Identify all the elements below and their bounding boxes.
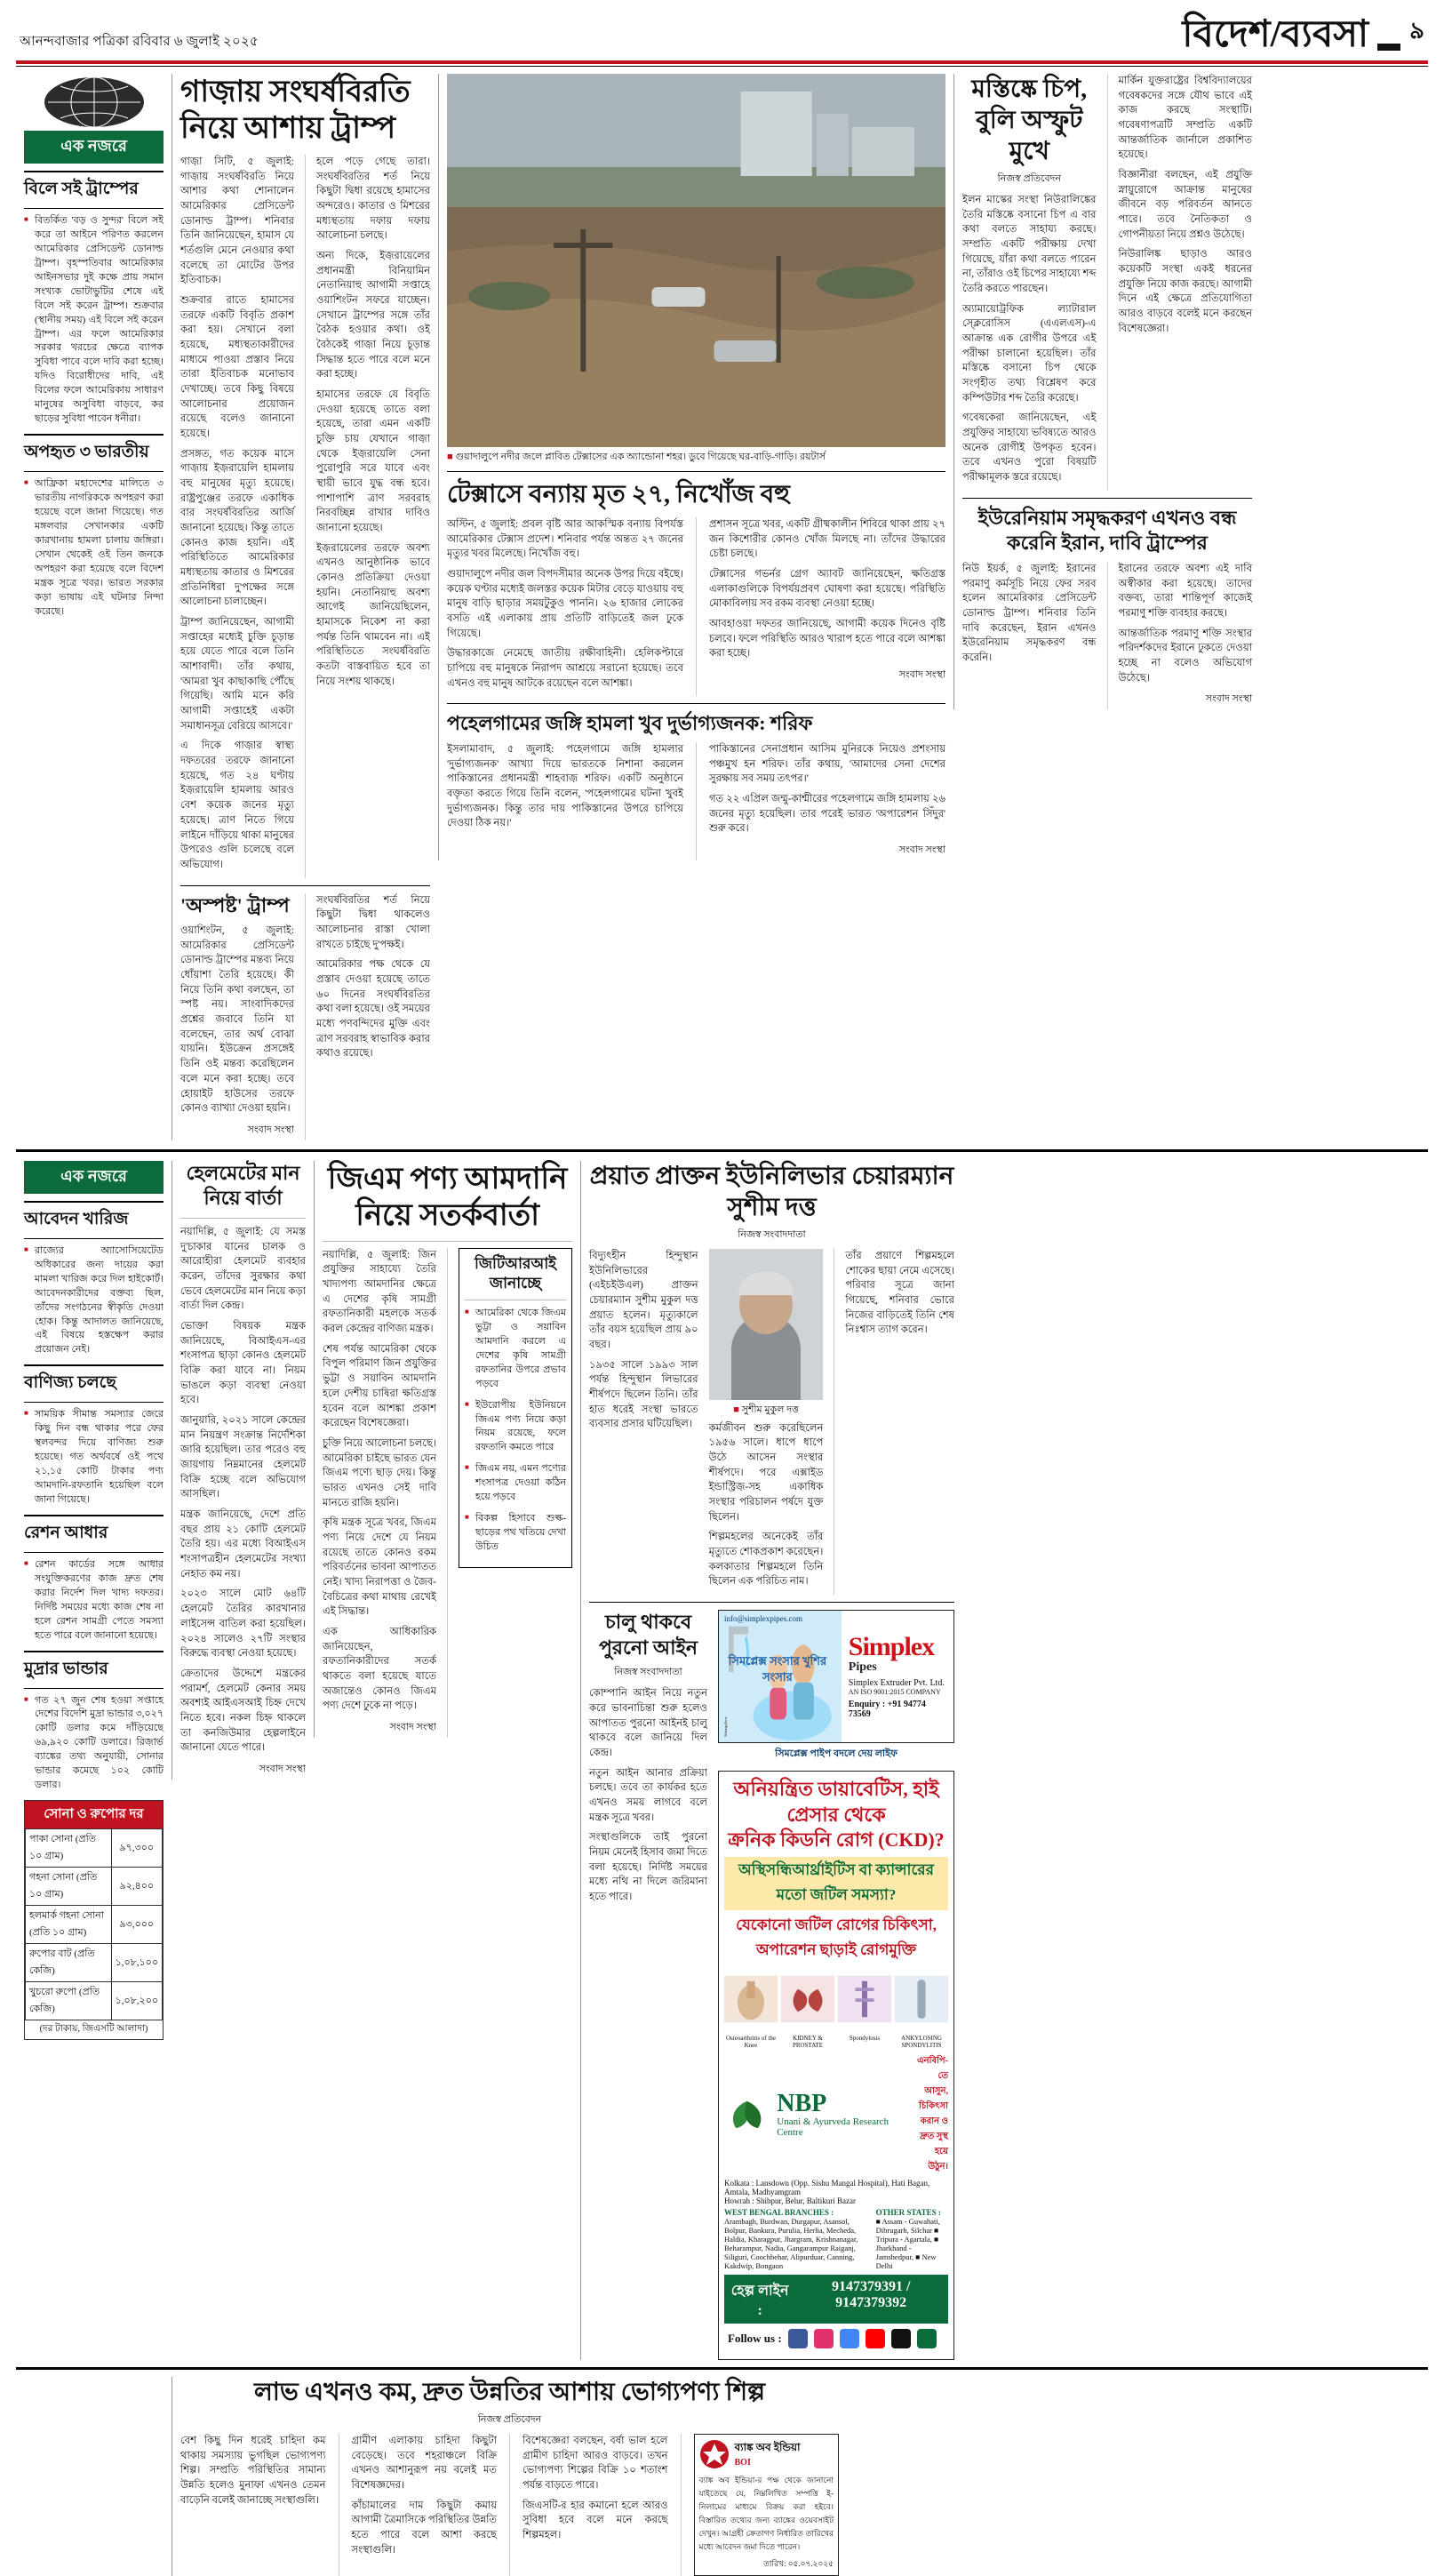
- ek-nazare-tag-2: এক নজরে: [24, 1161, 164, 1194]
- boi-ad[interactable]: [694, 2434, 840, 2576]
- boi-logo-icon: [699, 2439, 730, 2469]
- flood-c2-p2: আবহাওয়া দফতর জানিয়েছে, আগামী কয়েক দিনেও বৃষ্টি চলবে। ফলে পরিস্থিতি আরও খারাপ হতে পারে বলে আশঙ্কা করা হচ্ছে।: [709, 618, 945, 660]
- flood-story: [438, 74, 953, 860]
- nbp-other: ■ Assam - Guwahati, Dibrugarh, Silchar ■ Tripura - Agartala, ■ Jharkhand - Jamshedpur, ■ New Delhi: [875, 2216, 940, 2270]
- gold-rate-table: [24, 1800, 164, 2040]
- gm-story: [314, 1161, 580, 1738]
- profit-headline: লাভ এখনও কম, দ্রুত উন্নতির আশায় ভোগ্যপণ্য শিল্প: [253, 2378, 766, 2406]
- gtri-item-2: ■ জিএম নয়, এমন পণ্যের শংসাপত্র দেওয়া কঠিন হয়ে পড়বে: [465, 1462, 566, 1505]
- youtube-icon[interactable]: [866, 2329, 885, 2348]
- helmet-headline: হেলমেটের মান নিয়ে বার্তা: [186, 1161, 300, 1210]
- nbp-line1: অনিয়ন্ত্রিত ডায়াবেটিস, হাই প্রেসার থেকে: [733, 1778, 939, 1826]
- simplex-tagline-bn: সিমপ্লেক্স সংসার খুশির সংসার: [728, 1654, 827, 1684]
- gm-p4: এক আধিকারিক জানিয়েছেন, রফতানিকারীদের সতর্ক থাকতে বলা হয়েছে যাতে অজান্তেও কোনও জিএম পণ্য দেশে ঢুকে না পড়ে।: [323, 1626, 436, 1712]
- nbp-line4: যেকোনো জটিল রোগের চিকিৎসা, অপারেশন ছাড়াই রোগমুক্তি: [736, 1916, 937, 1958]
- lead-p4: এ দিকে গাজ়ার স্বাস্থ্য দফতরের তরফে জানানো হয়েছে, গত ২৪ ঘণ্টায় ইজ়রায়েলি হামলায় আরও বেশ কয়েক জনের মৃত্যু হয়েছে। ত্রাণ নিতে গিয়ে লাইনে দাঁড়িয়ে থাকা মানুষের উপরেও গুলি চলেছে বলে অভিযোগ।: [180, 740, 294, 870]
- boi-title: ব্যাঙ্ক অব ইন্ডিয়া: [734, 2441, 801, 2454]
- brain-c1-p0: ইলন মাস্কের সংস্থা নিউরালিঙ্কের তৈরি মস্তিষ্কে বসানো চিপ এ বার কথা বলতে সাহায্য করছে। সম্প্রতি একটি পরীক্ষায় দেখা গিয়েছে, যাঁরা কথা বলতে পারেন না, তাঁরাও ওই চিপের সাহায্যে শব্দ তৈরি করতে পারছেন।: [962, 195, 1097, 295]
- nbp-phone: 9147379391 / 9147379392: [831, 2278, 911, 2310]
- pahalgam-byline: সংবাদ সংস্থা: [898, 844, 945, 855]
- simplex-ad[interactable]: [718, 1610, 954, 1743]
- sushim-portrait: [709, 1249, 824, 1400]
- google-icon[interactable]: [840, 2329, 859, 2348]
- sushim-headline: প্রয়াত প্রাক্তন ইউনিলিভার চেয়ারম্যান সুশীম দত্ত: [589, 1162, 954, 1221]
- nbp-helpline[interactable]: [724, 2275, 948, 2324]
- nazar1-item1-head: অপহৃত ৩ ভারতীয়: [24, 434, 164, 472]
- nazar2-item1-head: বাণিজ্য চলছে: [24, 1364, 164, 1403]
- lead-p2: প্রসঙ্গত, গত কয়েক মাসে গাজ়ায় ইজ়রায়েলি হামলায় বহু মানুষের মৃত্যু হয়েছে। রাষ্ট্রপুঞ্জের তরফে একাধিক বার সংঘর্ষবিরতির আর্জি জানানো হয়েছে। কিন্তু তাতে কোনও কাজ হয়নি। এই পরিস্থিতিতে আমেরিকার মধ্যস্থতায় কাতার ও মিশরের প্রতিনিধিরা দু'পক্ষের সঙ্গে আলোচনা চালাচ্ছেন।: [180, 448, 294, 608]
- gtri-item-0: ■ আমেরিকা থেকে জিএম ভুট্টা ও সয়াবিন আমদানি করলে এ দেশের কৃষি সামগ্রী রফতানির উপরে প্রভাব পড়বে: [465, 1307, 566, 1392]
- lead-c2-p1: অন্য দিকে, ইজ়রায়েলের প্রধানমন্ত্রী বিনিয়ামিন নেতানিয়াহু আগামী সপ্তাহে ওয়াশিংটন সফরে যাচ্ছেন। সেখানে ট্রাম্পের সঙ্গে তাঁর বৈঠক হওয়ার কথা। ওই বৈঠকেই গাজ়া নিয়ে চূড়ান্ত সিদ্ধান্ত হতে পারে বলে মনে করা হচ্ছে।: [316, 250, 430, 380]
- nbp-leaf-icon: [724, 2097, 770, 2132]
- simplex-logo-sub: Pipes: [848, 1660, 877, 1675]
- sushim-caption: ■ সুশীম মুকুল দত্ত: [733, 1404, 799, 1415]
- flood-c1-p0: অস্টিন, ৫ জুলাই: প্রবল বৃষ্টি আর আকস্মিক বন্যায় বিপর্যস্ত আমেরিকার টেক্সাস প্রদেশ। শনিবার পর্যন্ত অন্তত ২৭ জনের মৃত্যুর খবর মিলেছে। নিখোঁজ বহু।: [447, 518, 683, 560]
- masthead-rule: [16, 60, 1428, 64]
- oldlaw-p1: নতুন আইন আনার প্রক্রিয়া চলছে। তবে তা কার্যকর হতে এখনও সময় লাগবে বলে মন্ত্রক সূত্রে খবর।: [589, 1767, 707, 1823]
- lead-c3-p1: আমেরিকার পক্ষ থেকে যে প্রস্তাব দেওয়া হয়েছে তাতে ৬০ দিনের সংঘর্ষবিরতির কথা বলা হয়েছে। ওই সময়ের মধ্যে পণবন্দিদের মুক্তি এবং ত্রাণ সরবরাহ স্বাভাবিক করার কথাও রয়েছে।: [316, 959, 430, 1060]
- profit-c3-p0: বিশেষজ্ঞেরা বলছেন, বর্ষা ভাল হলে গ্রামীণ চাহিদা আরও বাড়বে। তখন ভোগ্যপণ্য শিল্পের বিক্রি ১০ শতাংশ পর্যন্ত বাড়তে পারে।: [523, 2435, 668, 2491]
- profit-story: [172, 2377, 847, 2576]
- flood-byline: সংবাদ সংস্থা: [898, 668, 945, 680]
- oldlaw-p2: সংস্থাগুলিকে তাই পুরনো নিয়ম মেনেই হিসাব জমা দিতে বলা হয়েছে। নির্দিষ্ট সময়ের মধ্যে নথি না দিলে জরিমানা হতে পারে।: [589, 1832, 707, 1902]
- profit-c3-p1: জিএসটি-র হার কমানো হলে আরও সুবিধা হবে বলে মনে করছে শিল্পমহল।: [523, 2500, 668, 2540]
- table-row: রুপোর বাট (প্রতি কেজি) ১,০৮,১০০: [26, 1944, 163, 1982]
- oldlaw-p0: কোম্পানি আইন নিয়ে নতুন করে ভাবনাচিন্তা শুরু হলেও আপাতত পুরনো আইনই চালু থাকবে বলে জানিয়ে দিল কেন্দ্র।: [589, 1688, 707, 1758]
- simplex-footer: সিমপ্লেক্স পাইপ বদলে দেয় লাইফ: [775, 1748, 898, 1760]
- nazar2-item0-body: ■ রাজ্যের অ্যাসোসিয়েটেড অধিকারের জন্য দায়ের করা মামলা খারিজ করে দিল হাইকোর্ট। আবেদনকারীদের বক্তব্য ছিল, তাঁদের সংগঠনের স্বীকৃতি দেওয়া হোক। কিন্তু আদালত জানিয়েছে, এই বিষয়ে হস্তক্ষেপ করার প্রয়োজন নেই।: [24, 1244, 164, 1358]
- lead-c3-p0: সংঘর্ষবিরতির শর্ত নিয়ে কিছুটা দ্বিধা থাকলেও আলোচনার রাস্তা খোলা রাখতে চাইছে দু'পক্ষই।: [316, 894, 430, 950]
- helmet-p0: নয়াদিল্লি, ৫ জুলাই: যে সমস্ত দু'চাকার যানের চালক ও আরোহীরা হেলমেট ব্যবহার করেন, তাঁদের সুরক্ষার কথা ভেবে হেলমেটের মান নিয়ে কড়া বার্তা দিল কেন্দ্র।: [180, 1227, 306, 1312]
- lead-c2-p2: হামাসের তরফে যে বিবৃতি দেওয়া হয়েছে তাতে বলা হয়েছে, তারা এমন একটি চুক্তি চায় যেখানে গাজ়া থেকে ইজ়রায়েলি সেনা পুরোপুরি সরে যাবে এবং স্থায়ী ভাবে যুদ্ধ বন্ধ হবে। পাশাপাশি ত্রাণ সরবরাহ নিরবচ্ছিন্ন রাখার দাবিও জানানো হয়েছে।: [316, 389, 430, 534]
- sushim-byline: নিজস্ব সংবাদদাতা: [738, 1228, 806, 1240]
- nazar2-item0-head: আবেদন খারিজ: [24, 1201, 164, 1239]
- follow-us-label: Follow us :: [728, 2331, 782, 2345]
- brain-c2-p2: নিউরালিঙ্ক ছাড়াও আরও কয়েকটি সংস্থা একই ধরনের প্রযুক্তি নিয়ে কাজ করছে। আগামী দিনে এই ক্ষেত্রে প্রতিযোগিতা আরও বাড়বে বলেই মনে করছেন বিশেষজ্ঞেরা।: [1118, 249, 1252, 334]
- flood-c2-p0: প্রশাসন সূত্রে খবর, একটি গ্রীষ্মকালীন শিবিরে থাকা প্রায় ২৭ জন কিশোরীর কোনও খোঁজ মিলছে না। তাঁদের উদ্ধারের চেষ্টা চলছে।: [709, 518, 945, 560]
- helmet-p2: জানুয়ারি, ২০২১ সালে কেন্দ্রের মান নিয়ন্ত্রণ সংক্রান্ত নির্দেশিকা জারি হয়েছিল। তার পরেও বহু জায়গায় নিম্নমানের হেলমেট বিক্রি হচ্ছে বলে অভিযোগ আসছিল।: [180, 1415, 306, 1500]
- nazar2-item2-body: ■ রেশন কার্ডের সঙ্গে আধার সংযুক্তিকরণের কাজ দ্রুত শেষ করার নির্দেশ দিল খাদ্য দফতর। নির্দিষ্ট সময়ের মধ্যে কাজ শেষ না হলে রেশন সামগ্রী পেতে সমস্যা হতে পারে বলে জানানো হয়েছে।: [24, 1558, 164, 1644]
- helmet-p3: মন্ত্রক জানিয়েছে, দেশে প্রতি বছর প্রায় ২১ কোটি হেলমেট তৈরি হয়। এর মধ্যে বিআইএস শংসাপত্রহীন হেলমেটের সংখ্যা নেহাত কম নয়।: [180, 1509, 306, 1580]
- profit-c2-p0: গ্রামীণ এলাকায় চাহিদা কিছুটা বেড়েছে। তবে শহরাঞ্চলে বিক্রি এখনও আশানুরূপ নয় বলেই মত বিশেষজ্ঞদের।: [351, 2435, 497, 2491]
- gm-p3: কৃষি মন্ত্রক সূত্রে খবর, জিএম পণ্য নিয়ে দেশে যে নিয়ম রয়েছে তাতে কোনও রকম পরিবর্তনের ভাবনা আপাতত নেই। খাদ্য নিরাপত্তা ও জৈব-বৈচিত্রের কথা মাথায় রেখেই এই সিদ্ধান্ত।: [323, 1517, 436, 1618]
- nbp-img-label-0: Osteoarthritis of the Knee: [726, 2034, 776, 2049]
- gtri-box: [459, 1248, 572, 1568]
- nbp-helpline-label: হেল্প লাইন :: [730, 2283, 789, 2318]
- instagram-icon[interactable]: [814, 2329, 834, 2348]
- sushim-c1-p0: বিদ্যুৎহীন হিন্দুস্থান ইউনিলিভারের (এইচইউএল) প্রাক্তন চেয়ারম্যান সুশীম মুকুল দত্ত প্রয়াত হলেন। মৃত্যুকালে তাঁর বয়স হয়েছিল প্রায় ৯০ বছর।: [589, 1250, 698, 1350]
- helmet-p5: ক্রেতাদের উদ্দেশে মন্ত্রকের পরামর্শ, হেলমেট কেনার সময় অবশ্যই আইএসআই চিহ্ন দেখে নিতে হবে। নকল চিহ্ন থাকলে তা কনজিউমার হেল্পলাইনে জানানো যেতে পারে।: [180, 1668, 306, 1754]
- nazar1-item0-head: বিলে সই ট্রাম্পের: [24, 171, 164, 209]
- facebook-icon[interactable]: [788, 2329, 808, 2348]
- gold-rate-title: সোনা ও রুপোর দর: [25, 1801, 163, 1828]
- nbp-social-row[interactable]: [724, 2324, 948, 2354]
- nazar1-item0-body: ■ বিতর্কিত 'বড় ও সুন্দর' বিলে সই করে তা আইনে পরিণত করলেন আমেরিকার প্রেসিডেন্ট ডোনাল্ড ট্রাম্প। বৃহস্পতিবার আমেরিকার আইনসভার দুই কক্ষে প্রায় সমান সংখ্যক ভোটাভুটির শেষে এই বিলে সই করেন ট্রাম্প। শুক্রবার (স্থানীয় সময়) এই বিলে সই করেন ট্রাম্প। এর ফলে আমেরিকার সরকার খরচের ক্ষেত্রে ব্যাপক সুবিধা পাবে বলে দাবি করা হচ্ছে। যদিও বিরোধীদের দাবি, এই বিলের ফলে আমেরিকায় সাধারণ মানুষের অসুবিধা বাড়বে, কর ছাড়ের সুবিধা পাবেন ধনীরা।: [24, 214, 164, 427]
- profit-c2-p1: কাঁচামালের দাম কিছুটা কমায় আগামী ত্রৈমাসিকে পরিস্থিতির উন্নতি হতে পারে বলে আশা করছে সংস্থাগুলি।: [351, 2500, 497, 2556]
- ek-nazare-column-2: [16, 1161, 172, 2040]
- sushim-c2-p1: শিল্পমহলের অনেকেই তাঁর মৃত্যুতে শোকপ্রকাশ করেছেন। কলকাতার শিল্পমহলে তিনি ছিলেন এক পরিচিত নাম।: [708, 1532, 824, 1588]
- pahalgam-c1-p0: ইসলামাবাদ, ৫ জুলাই: পহেলগামে জঙ্গি হামলার 'দুর্ভাগ্যজনক' আখ্যা দিয়ে ভারতকে নিশানা করলেন পাকিস্তানের প্রধানমন্ত্রী শাহবাজ় শরিফ। একটি অনুষ্ঠানে বক্তৃতা করতে গিয়ে তিনি বলেন, 'পহেলগামের ঘটনা খুবই দুর্ভাগ্যজনক। কিন্তু তার দায় পাকিস্তানের উপরে চাপিয়ে দেওয়া ঠিক নয়।': [447, 743, 683, 829]
- zee-icon[interactable]: [891, 2329, 911, 2348]
- iran-c2-p0: ইরানের তরফে অবশ্য এই দাবি অস্বীকার করা হয়েছে। তাদের বক্তব্য, তারা শান্তিপূর্ণ কাজেই পরমাণু শক্তি ব্যবহার করছে।: [1118, 563, 1252, 619]
- sushim-c2-p0: কর্মজীবন শুরু করেছিলেন ১৯৫৬ সালে। ধাপে ধাপে উঠে আসেন সংস্থার শীর্ষপদে। পরে এক্সাইড ইন্ডাস্ট্রিজ়-সহ একাধিক সংস্থার পরিচালন পর্ষদে যুক্ত ছিলেন।: [708, 1422, 824, 1523]
- gm-p1: শেষ পর্যন্ত আমেরিকা থেকে বিপুল পরিমাণ জিন প্রযুক্তির ভুট্টা ও সয়াবিন আমদানি হলে দেশীয় চাষিরা ক্ষতিগ্রস্ত হবেন বলে আশঙ্কা প্রকাশ করেছেন বিশেষজ্ঞেরা।: [323, 1343, 436, 1429]
- pahalgam-headline: পহেলগামের জঙ্গি হামলা খুব দুর্ভাগ্যজনক: শরিফ: [447, 712, 813, 735]
- helmet-p1: ভোক্তা বিষয়ক মন্ত্রক জানিয়েছে, বিআইএস-এর শংসাপত্র ছাড়া কোনও হেলমেট বিক্রি করা যাবে না। নিয়ম ভাঙলে কড়া ব্যবস্থা নেওয়া হবে।: [180, 1321, 306, 1406]
- nbp-brand-sub: Unani & Ayurveda Research Centre: [777, 2116, 890, 2138]
- nbp-img-label-3: ANKYLOSING SPONDYLITIS: [901, 2034, 942, 2049]
- nbp-tagline: এনবিপি-তে আসুন, চিকিৎসা করান ও দ্রুত সুস্থ হয়ে উঠুন।: [917, 2055, 948, 2172]
- section-title: বিদেশ/ব্যবসা: [1182, 14, 1369, 55]
- nbp-ad[interactable]: [718, 1771, 954, 2360]
- sushim-c1-p1: ১৯৩৫ সালে ১৯৯৩ সাল পর্যন্ত হিন্দুস্থান লিভারের শীর্ষপদে ছিলেন তিনি। তাঁর হাত ধরেই সংস্থা ভারতে ব্যবসার প্রসার ঘটিয়েছিল।: [589, 1359, 698, 1430]
- nazar2-item3-body: ■ গত ২৭ জুন শেষ হওয়া সপ্তাহে দেশের বিদেশি মুদ্রা ভান্ডার ৩,০২৭ কোটি ডলার কমে দাঁড়িয়েছে ৬৯,৯২০ কোটি ডলারে। রিজ়ার্ভ ব্যাঙ্কের তথ্য অনুযায়ী, সোনার ভান্ডার কমেছে ১০২ কোটি ডলার।: [24, 1694, 164, 1794]
- oldlaw-byline: নিজস্ব সংবাদদাতা: [614, 1667, 682, 1678]
- simplex-ad-text: [842, 1611, 953, 1742]
- brain-story: [953, 74, 1260, 709]
- gm-headline: জিএম পণ্য আমদানি নিয়ে সতর্কবার্তা: [327, 1162, 568, 1233]
- flood-headline: টেক্সাসে বন্যায় মৃত ২৭, নিখোঁজ বহু: [447, 480, 791, 508]
- gm-p2: চুক্তি নিয়ে আলোচনা চলছে। আমেরিকা চাইছে ভারত যেন জিএম পণ্যে ছাড় দেয়। কিন্তু ভারত এখনও সেই দাবি মানতে রাজি হয়নি।: [323, 1437, 436, 1508]
- nbp-branches: Arambagh, Burdwan, Durgapur, Asansol, Bolpur, Bankura, Purulia, Herlia, Mecheda, Haldia, Kharagpur, Jhargram, Krishnanagar, Beharampur, Nadia, Gangarampur Raiganj, Siliguri, Coochbehar, Alipurduar, Canning, Kakdwip, Bongaon: [724, 2216, 858, 2270]
- gold-note: (দর টাকায়, জিএসটি আলাদা): [39, 2024, 148, 2035]
- nazar1-item1-body: ■ আফ্রিকা মহাদেশের মালিতে ৩ ভারতীয় নাগরিককে অপহরণ করা হয়েছে বলে জানা গিয়েছে। গত মঙ্গলবার সেখানকার একটি কারখানায় হামলা চালায় জঙ্গিরা। সেখান থেকেই ওই তিন জনকে অপহরণ করা হয়েছে বলে বিদেশ মন্ত্রক সূত্রে খবর। ভারত সরকার কড়া ভাষায় এই ঘটনার নিন্দা করেছে।: [24, 477, 164, 619]
- nazar2-item3-head: মুদ্রার ভান্ডার: [24, 1651, 164, 1689]
- profit-byline: নিজস্ব প্রতিবেদন: [477, 2413, 542, 2425]
- globe-icon: [41, 74, 148, 131]
- simplex-company: Simplex Extruder Pvt. Ltd.: [848, 1678, 945, 1689]
- flood-caption: ■ গুয়াদালুপে নদীর জলে প্লাবিত টেক্সাসের এক অ্যান্ডোনা শহর। ডুবে গিয়েছে ঘর-বাড়ি-গাড়ি। রয়টার্স: [447, 452, 826, 462]
- simplex-enquiry: Enquiry : +91 94774 73569: [848, 1700, 926, 1720]
- sushim-c3-p0: তাঁর প্রয়াণে শিল্পমহলে শোকের ছায়া নেমে এসেছে। পরিবার সূত্রে জানা গিয়েছে, শনিবার ভোরে নিজের বাড়িতেই তিনি শেষ নিঃশ্বাস ত্যাগ করেন।: [845, 1250, 954, 1336]
- gm-byline: সংবাদ সংস্থা: [389, 1721, 436, 1732]
- simplex-iso: AN ISO 9001:2015 COMPANY: [848, 1688, 941, 1697]
- iran-c2-p1: আন্তর্জাতিক পরমাণু শক্তি সংস্থার পরিদর্শকদের ইরানে ঢুকতে দেওয়া হচ্ছে না বলেও অভিযোগ উঠেছে।: [1118, 628, 1252, 684]
- table-row: পাকা সোনা (প্রতি ১০ গ্রাম) ৯৭,৩০০: [26, 1829, 163, 1868]
- boi-body: ব্যাঙ্ক অব ইন্ডিয়া-র পক্ষ থেকে জানানো যাইতেছে যে, নিম্নলিখিত সম্পত্তি ই-নিলামের মাধ্যমে বিক্রয় করা হইবে। বিস্তারিত তথ্যের জন্য ব্যাঙ্কের ওয়েবসাইট দেখুন। আগ্রহী ক্রেতাগণ নির্ধারিত তারিখের মধ্যে আবেদন জমা দিতে পারেন।: [698, 2475, 834, 2551]
- brain-c2-p0: মার্কিন যুক্তরাষ্ট্রের বিশ্ববিদ্যালয়ের গবেষকদের সঙ্গে যৌথ ভাবে এই কাজ করছে সংস্থাটি। গবেষণাপত্রটি সম্প্রতি একটি আন্তর্জাতিক জার্নালে প্রকাশিত হয়েছে।: [1118, 76, 1252, 161]
- nbp-img-label-2: Spondylosis: [849, 2034, 881, 2042]
- lead-c2-p3: ইজ়রায়েলের তরফে অবশ্য এখনও আনুষ্ঠানিক ভাবে কোনও প্রতিক্রিয়া দেওয়া হয়নি। নেতানিয়াহু অবশ্য আগেই জানিয়েছিলেন, হামাসকে নিকেশ না করা পর্যন্ত তিনি থামবেন না। এই পরিস্থিতিতে সংঘর্ষবিরতি কতটা বাস্তবায়িত হবে তা নিয়ে সংশয় থাকছে।: [316, 542, 430, 687]
- nbp-line3: অস্থিসন্ধিআর্থ্রাইটিস বা ক্যান্সারের মতো জটিল সমস্যা?: [738, 1860, 934, 1903]
- nazar2-item2-head: রেশন আধার: [24, 1515, 164, 1553]
- gm-p0: নয়াদিল্লি, ৫ জুলাই: জিন প্রযুক্তির সাহায্যে তৈরি খাদ্যপণ্য আমদানির ক্ষেত্রে এ দেশের কৃষি সামগ্রী রফতানিকারী মহলকে সতর্ক করল কেন্দ্রের বাণিজ্য মন্ত্রক।: [323, 1249, 436, 1335]
- brain-headline: মস্তিষ্কে চিপ, বুলি অস্ফুট মুখে: [971, 76, 1088, 165]
- flood-c2-p1: টেক্সাসের গভর্নর গ্রেগ অ্যাবট জানিয়েছেন, ক্ষতিগ্রস্ত এলাকাগুলিকে বিপর্যয়প্রবণ ঘোষণা করা হয়েছে। পরিস্থিতি মোকাবিলায় সব রকম ব্যবস্থা নেওয়া হচ্ছে।: [709, 568, 945, 610]
- iran-headline: ইউরেনিয়াম সমৃদ্ধকরণ এখনও বন্ধ করেনি ইরান, দাবি ট্রাম্পের: [977, 506, 1237, 555]
- brain-c2-p1: বিজ্ঞানীরা বলছেন, এই প্রযুক্তি স্নায়ুরোগে আক্রান্ত মানুষের জীবনে বড় পরিবর্তন আনতে পারে। তবে নৈতিকতা ও গোপনীয়তা নিয়ে প্রশ্নও উঠেছে।: [1118, 170, 1252, 240]
- lead-p0: গাজ়া সিটি, ৫ জুলাই: গাজ়ায় সংঘর্ষবিরতি নিয়ে আশার কথা শোনালেন আমেরিকার প্রেসিডেন্ট ডোনাল্ড ট্রাম্প। শনিবার তিনি জানিয়েছেন, হামাস যে শর্তগুলি মেনে নেওয়ার কথা বলেছে তা মোটের উপর ইতিবাচক।: [180, 156, 294, 286]
- nbp-branches-head: WEST BENGAL BRANCHES :: [724, 2207, 834, 2217]
- pahalgam-c2-p0: পাকিস্তানের সেনাপ্রধান আসিম মুনিরকে নিয়েও প্রশংসায় পঞ্চমুখ হন শরিফ। তাঁর কথায়, 'আমাদের সেনা দেশের সুরক্ষায় সব সময় তৎপর।': [709, 743, 945, 785]
- astospasto-body: ওয়াশিংটন, ৫ জুলাই: আমেরিকার প্রেসিডেন্ট ডোনাল্ড ট্রাম্পের মন্তব্য নিয়ে ধোঁয়াশা তৈরি হয়েছে। কী নিয়ে তিনি কথা বলছেন, তা স্পষ্ট নয়। সাংবাদিকদের প্রশ্নের জবাবে তিনি যা বলেছেন, তার অর্থ বোঝা যায়নি। ইউক্রেন প্রসঙ্গেই তিনি ওই মন্তব্য করেছিলেন বলে মনে করা হচ্ছে। তবে হোয়াইট হাউসের তরফে কোনও ব্যাখ্যা দেওয়া হয়নি।: [180, 925, 294, 1115]
- ek-nazare-column-1: [16, 74, 172, 626]
- masthead: [0, 0, 1444, 55]
- lead-p1: শুক্রবার রাতে হামাসের তরফে একটি বিবৃতি প্রকাশ করা হয়। সেখানে বলা হয়েছে, মধ্যস্থতাকারীদের মাধ্যমে পাওয়া প্রস্তাব নিয়ে তারা ইতিবাচক মনোভাব দেখাচ্ছে। তবে কিছু বিষয়ে আলোচনার প্রয়োজন রয়েছে বলেও জানানো হয়েছে।: [180, 294, 294, 440]
- sushim-story: [580, 1161, 962, 2360]
- astospasto-byline: সংবাদ সংস্থা: [247, 1124, 294, 1135]
- nazar2-item1-body: ■ সাময়িক সীমান্ত সমস্যার জেরে কিছু দিন বন্ধ থাকার পরে ফের স্থলবন্দর দিয়ে বাণিজ্য শুরু হয়েছে। গত অর্থবর্ষে ওই পথে ২১,১৫ কোটি টাকার পণ্য আমদানি-রফতানি হয়েছিল বলে জানা গিয়েছে।: [24, 1408, 164, 1508]
- oldlaw-headline: চালু থাকবে পুরনো আইন: [598, 1611, 698, 1659]
- boi-date: তারিখ: ০৫.০৭.২০২৫: [763, 2558, 834, 2568]
- boi-sub: BOI: [734, 2458, 751, 2468]
- flood-photo: [447, 74, 945, 447]
- lead-headline: গাজ়ায় সংঘর্ষবিরতি নিয়ে আশায় ট্রাম্প: [180, 76, 411, 146]
- table-row: গহনা সোনা (প্রতি ১০ গ্রাম) ৯২,৪০০: [26, 1868, 163, 1906]
- svg-text:Simplex: Simplex: [724, 1716, 729, 1738]
- helmet-story: [172, 1161, 314, 1780]
- brain-c1-p2: গবেষকেরা জানিয়েছেন, এই প্রযুক্তির সাহায্যে ভবিষ্যতে আরও অনেক রোগীই উপকৃত হবেন। তবে এখনও পুরো বিষয়টি পরীক্ষামূলক স্তরে রয়েছে।: [962, 412, 1097, 484]
- brain-byline: নিজস্ব প্রতিবেদন: [997, 173, 1061, 184]
- page-number: ৯: [1409, 18, 1424, 44]
- gtri-item-3: ■ বিকল্প হিসাবে শুল্ক-ছাড়ের পথ খতিয়ে দেখা উচিত: [465, 1512, 566, 1555]
- ek-nazare-tag-1: এক নজরে: [24, 131, 164, 164]
- simplex-email: info@simplexpipes.com: [724, 1614, 803, 1624]
- flood-c1-p2: উদ্ধারকাজে নেমেছে জাতীয় রক্ষীবাহিনী। হেলিকপ্টারে চাপিয়ে বহু মানুষকে নিরাপদ আশ্রয়ে সরানো হয়েছে। তবে এখনও বহু মানুষ আটকে রয়েছেন বলে আশঙ্কা।: [447, 648, 683, 689]
- iran-byline: সংবাদ সংস্থা: [1205, 693, 1252, 705]
- table-row: হলমার্ক গহনা সোনা (প্রতি ১০ গ্রাম) ৯৩,০০০: [26, 1906, 163, 1944]
- masthead-mark: [1377, 44, 1400, 51]
- nbp-line2: ক্রনিক কিডনি রোগ (CKD)?: [728, 1828, 945, 1852]
- nbp-img-label-1: KIDNEY & PROSTATE: [792, 2034, 824, 2049]
- lead-p3: ট্রাম্প জানিয়েছেন, আগামী সপ্তাহের মধ্যেই চুক্তি চূড়ান্ত হয়ে যেতে পারে বলে তিনি আশাবাদী। তাঁর কথায়, 'আমরা খুব কাছাকাছি পৌঁছে গিয়েছি। আমি মনে করি আগামী সপ্তাহেই একটা সমাধানসূত্র বেরিয়ে আসবে।': [180, 617, 294, 732]
- helmet-p4: ২০২৩ সালে মোট ৬৪টি হেলমেট তৈরির কারখানার লাইসেন্স বাতিল করা হয়েছিল। ২০২৪ সালেও ২৭টি সংস্থার বিরুদ্ধে ব্যবস্থা নেওয়া হয়েছে।: [180, 1588, 306, 1660]
- nbp-other-head: OTHER STATES :: [875, 2207, 941, 2217]
- iran-c1-p0: নিউ ইয়র্ক, ৫ জুলাই: ইরানের পরমাণু কর্মসূচি নিয়ে ফের সরব হলেন আমেরিকার প্রেসিডেন্ট ডোনাল্ড ট্রাম্প। শনিবার তিনি দাবি করেছেন, ইরান এখনও ইউরেনিয়াম সমৃদ্ধকরণ বন্ধ করেনি।: [962, 563, 1097, 663]
- profit-c1-p0: বেশ কিছু দিন ধরেই চাহিদা কম থাকায় সমস্যায় ভুগছিল ভোগ্যপণ্য শিল্প। সম্প্রতি পরিস্থিতির সামান্য উন্নতি হলেও মুনাফা এখনও তেমন বাড়েনি বলেই জানাচ্ছে সংস্থাগুলি।: [180, 2435, 326, 2506]
- pahalgam-c2-p1: গত ২২ এপ্রিল জম্মু-কাশ্মীরের পহেলগামে জঙ্গি হামলায় ২৬ জনের মৃত্যু হয়েছিল। তার পরেই ভারত 'অপারেশন সিঁদুর' শুরু করে।: [709, 793, 945, 835]
- helmet-byline: সংবাদ সংস্থা: [259, 1763, 306, 1774]
- nbp-howrah: Howrah : Shibpur, Belur, Baltikuri Bazar: [724, 2196, 856, 2205]
- simplex-logo: Simplex: [848, 1632, 935, 1662]
- masthead-date: আনন্দবাজার পত্রিকা রবিবার ৬ জুলাই ২০২৫: [20, 35, 259, 49]
- vision-icon[interactable]: [917, 2329, 937, 2348]
- astospasto-headline: 'অস্পষ্ট' ট্রাম্প: [180, 893, 290, 916]
- nbp-kolkata: Kolkata : Lansdown (Opp. Sishu Mangal Hospital), Hati Bagan, Amtala, Madhyamgram: [724, 2178, 930, 2196]
- simplex-ad-image: [719, 1611, 842, 1742]
- brain-c1-p1: অ্যামায়োট্রফিক ল্যাটারাল স্ক্লেরোসিস (এএলএস)-এ আক্রান্ত এক রোগীর উপরে এই পরীক্ষা চালানো হয়েছিল। তাঁর মস্তিষ্কে বসানো চিপ থেকে সংগৃহীত তথ্য বিশ্লেষণ করে কম্পিউটার শব্দ তৈরি করেছে।: [962, 303, 1097, 404]
- lead-story: [172, 74, 438, 1140]
- gtri-box-head: জিটিআরআই জানাচ্ছে: [474, 1254, 557, 1292]
- table-row: খুচরো রুপো (প্রতি কেজি) ১,০৮,২০০: [26, 1982, 163, 2020]
- nbp-brand: NBP: [777, 2089, 827, 2117]
- flood-c1-p1: গুয়াদালুপে নদীর জল বিপদসীমার অনেক উপর দিয়ে বইছে। কয়েক ঘণ্টার মধ্যেই জলস্তর কয়েক মিটার বেড়ে যাওয়ায় বহু মানুষ বাড়ি ছাড়ার সময়টুকুও পাননি। ২৬ হাজার লোকের বসতি এই এলাকায় প্রায় প্রতিটি বাড়িতেই জল ঢুকে গিয়েছে।: [447, 568, 683, 639]
- lead-c2-p0: হলে পড়ে গেছে তারা। সংঘর্ষবিরতির শর্ত নিয়ে কিছুটা দ্বিধা রয়েছে হামাসের অন্দরেও। কাতার ও মিশরের মধ্যস্থতায় দফায় দফায় আলোচনা চলছে।: [316, 156, 430, 242]
- gtri-item-1: ■ ইউরোপীয় ইউনিয়নে জিএম পণ্য নিয়ে কড়া নিয়ম রয়েছে, ফলে রফতানি কমতে পারে: [465, 1399, 566, 1456]
